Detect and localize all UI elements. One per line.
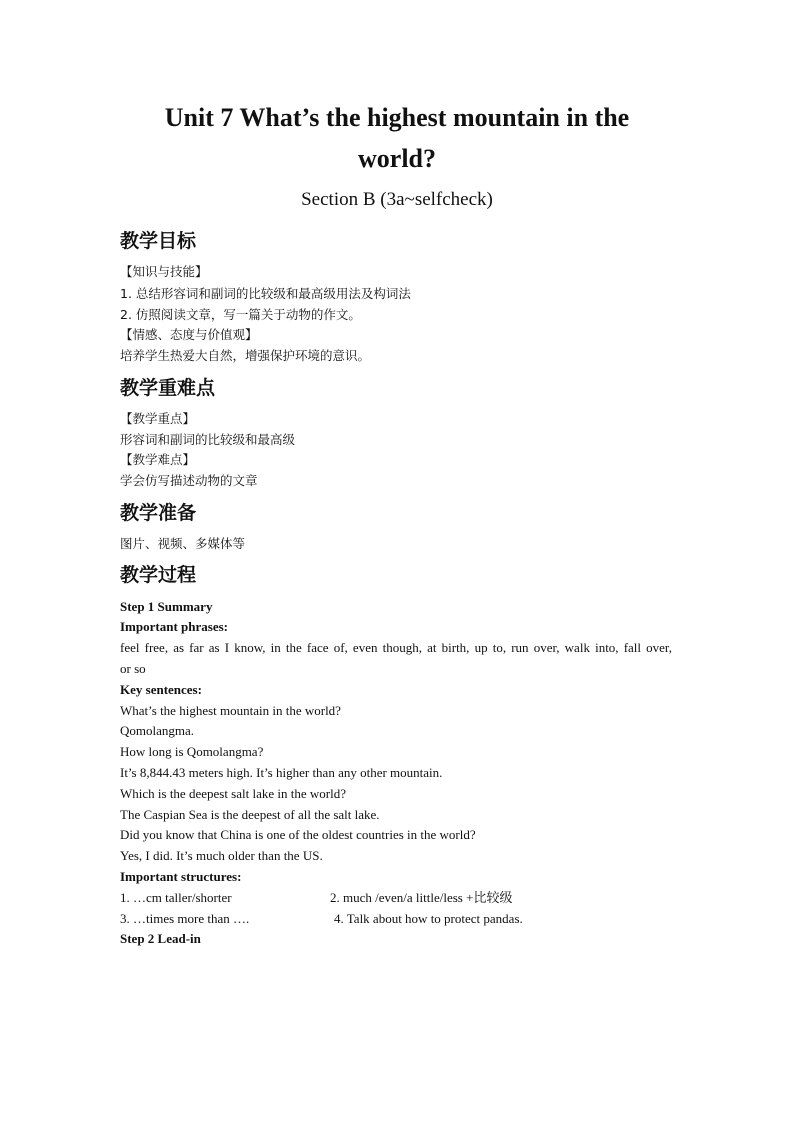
structure-item-4: 4. Talk about how to protect pandas. bbox=[334, 911, 523, 926]
sentence-line: Qomolangma. bbox=[120, 723, 195, 738]
sentence-line: How long is Qomolangma? bbox=[120, 744, 264, 759]
key-sentences-label: Key sentences: bbox=[120, 682, 202, 697]
preparation-text: 图片、视频、多媒体等 bbox=[120, 536, 246, 551]
document-title-line-1: Unit 7 What’s the highest mountain in the bbox=[164, 103, 630, 132]
emotion-text: 培养学生热爱大自然，增强保护环境的意识。 bbox=[120, 348, 371, 363]
goal-item-2: 2. 仿照阅读文章，写一篇关于动物的作文。 bbox=[120, 307, 361, 322]
sentence-line: It’s 8,844.43 meters high. It’s higher than any other mountain. bbox=[120, 765, 443, 780]
label-emotion-values: 【情感、态度与价值观】 bbox=[120, 327, 258, 342]
sentence-line: Did you know that China is one of the oldest countries in the world? bbox=[120, 827, 476, 842]
step-2-heading: Step 2 Lead-in bbox=[120, 931, 201, 946]
structure-item-3: 3. …times more than …. bbox=[120, 911, 250, 926]
structure-item-1: 1. …cm taller/shorter bbox=[120, 890, 232, 905]
document-title-line-2: world? bbox=[358, 144, 436, 173]
step-1-heading: Step 1 Summary bbox=[120, 599, 213, 614]
heading-teaching-preparation: 教学准备 bbox=[120, 502, 197, 524]
label-knowledge-skills: 【知识与技能】 bbox=[120, 264, 208, 279]
document-subtitle: Section B (3a~selfcheck) bbox=[301, 189, 493, 210]
teaching-focus-text: 形容词和副词的比较级和最高级 bbox=[120, 432, 296, 447]
important-structures-label: Important structures: bbox=[120, 869, 242, 884]
goal-item-1: 1. 总结形容词和副词的比较级和最高级用法及构词法 bbox=[120, 286, 411, 301]
sentence-line: Yes, I did. It’s much older than the US. bbox=[120, 848, 323, 863]
structure-item-2: 2. much /even/a little/less +比较级 bbox=[330, 890, 513, 905]
label-teaching-difficulty: 【教学难点】 bbox=[120, 452, 196, 467]
label-teaching-focus: 【教学重点】 bbox=[120, 411, 196, 426]
teaching-difficulty-text: 学会仿写描述动物的文章 bbox=[120, 473, 258, 488]
sentence-line: The Caspian Sea is the deepest of all the salt lake. bbox=[120, 807, 380, 822]
heading-teaching-process: 教学过程 bbox=[120, 564, 197, 586]
sentence-line: Which is the deepest salt lake in the world? bbox=[120, 786, 346, 801]
important-phrases-label: Important phrases: bbox=[120, 619, 228, 634]
heading-key-difficult-points: 教学重难点 bbox=[120, 377, 216, 399]
sentence-line: What’s the highest mountain in the world? bbox=[120, 703, 341, 718]
phrases-line-1: feel free, as far as I know, in the face of, even though, at birth, up to, run over, walk into, fall over, bbox=[120, 640, 672, 655]
heading-teaching-goals: 教学目标 bbox=[120, 230, 197, 252]
phrases-line-2: or so bbox=[120, 661, 146, 676]
